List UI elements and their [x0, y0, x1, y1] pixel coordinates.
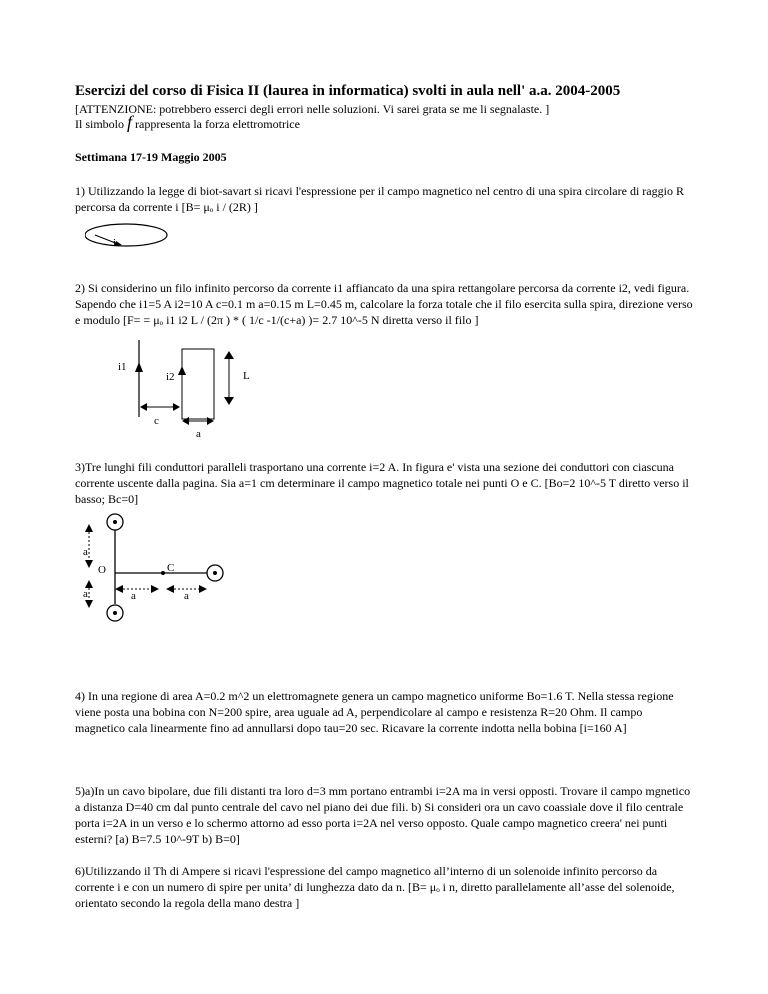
attention-note: [ATTENZIONE: potrebbero esserci degli errori nelle soluzioni. Vi sarei grata se me li segnalaste. ]: [75, 102, 550, 116]
figure-1-circular-loop: [85, 222, 175, 252]
exercise-4: 4) In una regione di area A=0.2 m^2 un elettromagnete genera un campo magnetico uniforme Bo=1.6 T. Nella stessa regione viene posta una bobina con N=200 spire, area uguale ad A, perpendicolare al campo e resistenza R=20 Ohm. Il campo magnetico cala linearmente fino ad annullarsi dopo tau=20 sec. Ricavare la corrente indotta nella bobina [i=160 A]: [75, 689, 674, 735]
rectangular-loop: [182, 349, 214, 419]
exercise-3: 3)Tre lunghi fili conduttori paralleli trasportano una corrente i=2 A. In figura e' vista una sezione dei conduttori con ciascuna corrente uscente dalla pagina. Sia a=1 cm determinare il campo magnetico totale nei punti O e C. [Bo=2 10^-5 T diretto verso il basso; Bc=0]: [75, 460, 689, 506]
point-C: [161, 571, 165, 575]
label-C: C: [167, 562, 175, 574]
label-a-right: a: [184, 590, 189, 602]
symbol-prefix: Il simbolo: [75, 117, 125, 131]
loop-circle: [85, 224, 167, 246]
exercise-2: 2) Si considerino un filo infinito percorso da corrente i1 affiancato da una spira rettangolare percorsa da corrente i2, vedi figura. Sapendo che i1=5 A i2=10 A c=0.1 m a=0.15 m L=0.45 m, calcolare la forza totale che il filo esercita sulla spira, direzione verso e modulo [F= = μₒ i1 i2 L / (2π ) * ( 1/c -1/(c+a) )= 2.7 10^-5 N diretta verso il filo ]: [75, 281, 693, 327]
i1-arrow: [135, 362, 143, 372]
label-i2: i2: [166, 371, 175, 383]
label-i1: i1: [118, 361, 127, 373]
label-i: i: [113, 237, 117, 249]
label-a-left: a: [83, 588, 88, 600]
emf-symbol: f: [127, 112, 133, 132]
label-a: a: [196, 428, 201, 440]
label-c: c: [154, 415, 159, 427]
label-a-mid: a: [131, 590, 136, 602]
symbol-suffix: rappresenta la forza elettromotrice: [135, 117, 300, 131]
figure-3-three-wires: [75, 508, 235, 628]
i2-arrow: [178, 366, 186, 375]
label-a-top: a: [83, 546, 88, 558]
label-O: O: [98, 564, 106, 576]
week-heading: Settimana 17-19 Maggio 2005: [75, 150, 227, 164]
exercise-1: 1) Utilizzando la legge di biot-savart si ricavi l'espressione per il campo magnetico nel centro di una spira circolare di raggio R percorsa da corrente i [B= μₒ i / (2R) ]: [75, 184, 684, 214]
label-L: L: [243, 370, 250, 382]
exercise-5: 5)a)In un cavo bipolare, due fili distanti tra loro d=3 mm portano entrambi i=2A ma in versi opposti. Trovare il campo mgnetico a distanza D=40 cm dal punto centrale del cavo nel piano dei due fili. b) Si consideri ora un cavo coassiale dove il filo centrale porta i=2A in un verso e lo schermo attorno ad esso porta i=2A nel verso opposto. Quale campo magnetico creera' nei punti esterni? [a) B=7.5 10^-9T b) B=0]: [75, 784, 691, 846]
symbol-note: [75, 114, 300, 132]
exercise-6: 6)Utilizzando il Th di Ampere si ricavi l'espressione del campo magnetico all’interno di un solenoide infinito percorso da corrente i e con un numero di spire per unita’ di lunghezza dato da n. [B= μₒ i n, diretto parallelamente all’asse del solenoide, orientato secondo la regola della mano destra ]: [75, 864, 675, 910]
page-title: Esercizi del corso di Fisica II (laurea in informatica) svolti in aula nell' a.a. 2004-2005: [75, 83, 621, 99]
figure-2-wire-and-loop: [110, 337, 260, 442]
